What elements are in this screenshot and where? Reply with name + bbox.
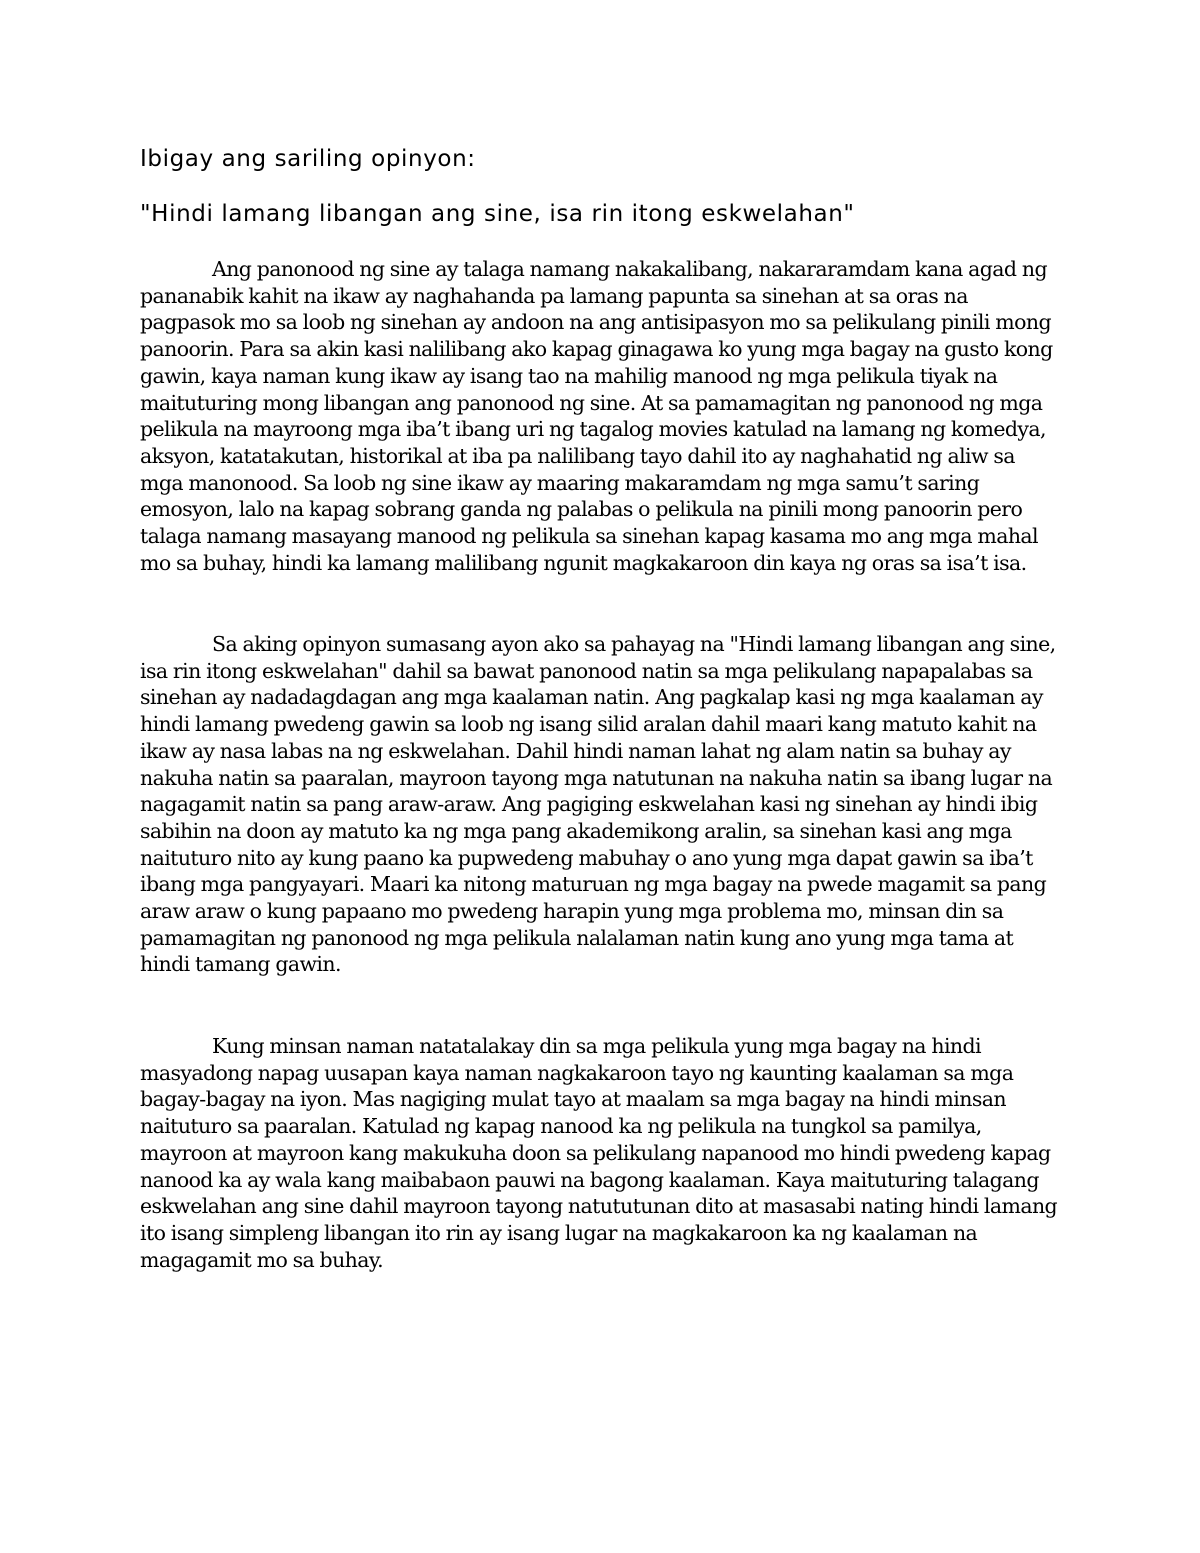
prompt-heading: Ibigay ang sariling opinyon: bbox=[140, 146, 476, 172]
essay-paragraph-1: Ang panonood ng sine ay talaga namang nakakalibang, nakararamdam kana agad ng pananabik kahit na ikaw ay naghahanda pa lamang papunta sa sinehan at sa oras na pagpasok mo sa loob ng sinehan ay andoon na ang antisipasyon mo sa pelikulang pinili mong panoorin. Para sa akin kasi nalilibang ako kapag ginagawa ko yung mga bagay na gusto kong gawin, kaya naman kung ikaw ay isang tao na mahilig manood ng mga pelikula tiyak na maituturing mong libangan ang panonood ng sine. At sa pamamagitan ng panonood ng mga pelikula na mayroong mga iba’t ibang uri ng tagalog movies katulad na lamang ng komedya, aksyon, katatakutan, historikal at iba pa nalilibang tayo dahil ito ay naghahatid ng aliw sa mga manonood. Sa loob ng sine ikaw ay maaring makaramdam ng mga samu’t saring emosyon, lalo na kapag sobrang ganda ng palabas o pelikula na pinili mong panoorin pero talaga namang masayang manood ng pelikula sa sinehan kapag kasama mo ang mga mahal mo sa buhay, hindi ka lamang malilibang ngunit magkakaroon din kaya ng oras sa isa’t isa. bbox=[140, 257, 1053, 575]
essay-paragraph-2: Sa aking opinyon sumasang ayon ako sa pahayag na "Hindi lamang libangan ang sine, isa rin itong eskwelahan" dahil sa bawat panonood natin sa mga pelikulang napapalabas sa sinehan ay nadadagdagan ang mga kaalaman natin. Ang pagkalap kasi ng mga kaalaman ay hindi lamang pwedeng gawin sa loob ng isang silid aralan dahil maari kang matuto kahit na ikaw ay nasa labas na ng eskwelahan. Dahil hindi naman lahat ng alam natin sa buhay ay nakuha natin sa paaralan, mayroon tayong mga natutunan na nakuha natin sa ibang lugar na nagagamit natin sa pang araw-araw. Ang pagiging eskwelahan kasi ng sinehan ay hindi ibig sabihin na doon ay matuto ka ng mga pang akademikong aralin, sa sinehan kasi ang mga naituturo nito ay kung paano ka pupwedeng mabuhay o ano yung mga dapat gawin sa iba’t ibang mga pangyayari. Maari ka nitong maturuan ng mga bagay na pwede magamit sa pang araw araw o kung papaano mo pwedeng harapin yung mga problema mo, minsan din sa pamamagitan ng panonood ng mga pelikula nalalaman natin kung ano yung mga tama at hindi tamang gawin. bbox=[140, 632, 1056, 977]
essay-title: "Hindi lamang libangan ang sine, isa rin itong eskwelahan" bbox=[140, 201, 855, 227]
essay-paragraph-3: Kung minsan naman natatalakay din sa mga pelikula yung mga bagay na hindi masyadong napag uusapan kaya naman nagkakaroon tayo ng kaunting kaalaman sa mga bagay-bagay na iyon. Mas nagiging mulat tayo at maalam sa mga bagay na hindi minsan naituturo sa paaralan. Katulad ng kapag nanood ka ng pelikula na tungkol sa pamilya, mayroon at mayroon kang makukuha doon sa pelikulang napanood mo hindi pwedeng kapag nanood ka ay wala kang maibabaon pauwi na bagong kaalaman. Kaya maituturing talagang eskwelahan ang sine dahil mayroon tayong natututunan dito at masasabi nating hindi lamang ito isang simpleng libangan ito rin ay isang lugar na magkakaroon ka ng kaalaman na magagamit mo sa buhay. bbox=[140, 1034, 1058, 1272]
